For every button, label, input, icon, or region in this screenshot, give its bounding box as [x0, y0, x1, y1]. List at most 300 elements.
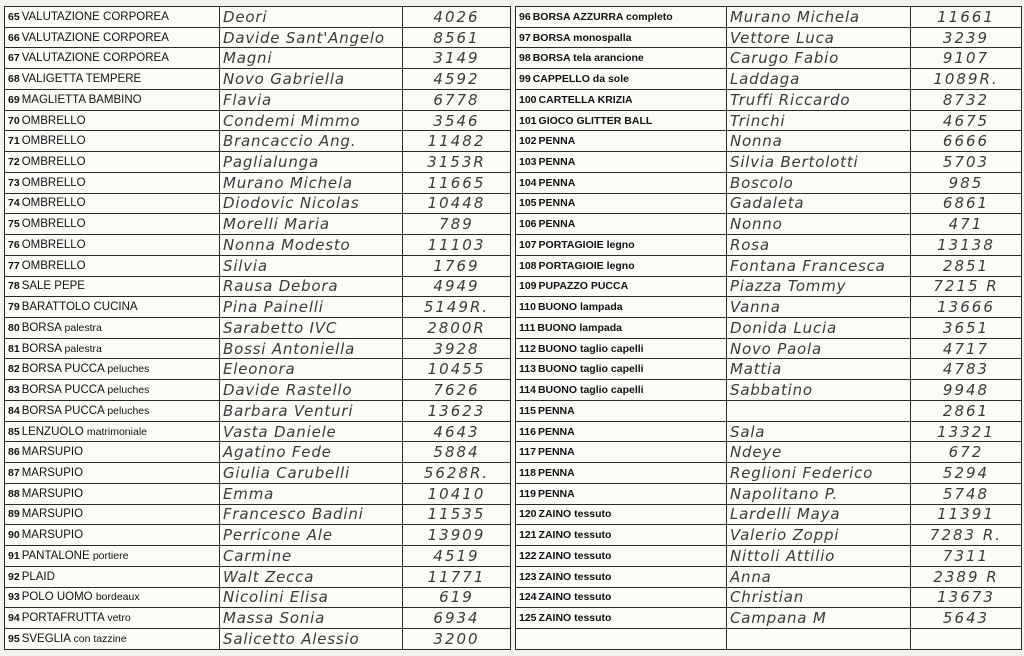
prize-item: PENNA	[538, 135, 576, 148]
prize-item: GIOCO GLITTER BALL	[538, 114, 653, 127]
prize-item: MAGLIETTA BAMBINO	[21, 93, 142, 106]
prize-item-cell	[516, 483, 727, 504]
winner-name: Campana M	[727, 608, 911, 629]
prize-item-cell	[5, 69, 220, 90]
prize-item-detail: tessuto	[574, 508, 612, 521]
ticket-number: 13666	[911, 297, 1022, 318]
ticket-number: 2861	[911, 400, 1022, 421]
prize-number: 121	[519, 529, 537, 542]
prize-item-detail: peluches	[107, 363, 150, 376]
winner-name: Walt Zecca	[220, 566, 403, 587]
table-row	[5, 297, 511, 318]
prize-number: 117	[519, 446, 536, 459]
winner-name: Salicetto Alessio	[220, 629, 403, 650]
prize-number: 67	[8, 52, 20, 65]
prize-item: BUONO	[537, 384, 578, 397]
ticket-number: 13909	[403, 525, 511, 546]
prize-number: 82	[8, 363, 20, 376]
winner-name: Lardelli Maya	[727, 504, 911, 525]
winner-name: Nonna Modesto	[220, 235, 403, 256]
ticket-number	[911, 629, 1022, 650]
prize-item: BUONO	[537, 301, 578, 314]
table-row	[516, 110, 1022, 131]
prize-item-cell	[516, 338, 727, 359]
prize-item-cell	[5, 463, 220, 484]
prize-number: 115	[519, 404, 536, 417]
winner-name: Nittoli Attilio	[727, 546, 911, 567]
prize-number: 80	[8, 321, 20, 334]
winner-name: Sarabetto IVC	[220, 318, 403, 339]
table-row	[516, 525, 1022, 546]
winner-name: Emma	[220, 483, 403, 504]
prize-item-detail: tessuto	[574, 612, 612, 625]
winner-name: Truffi Riccardo	[727, 89, 911, 110]
ticket-number: 10448	[403, 193, 511, 214]
prize-item-cell	[516, 110, 727, 131]
prize-item: PANTALONE	[21, 549, 90, 562]
ticket-number: 13623	[403, 400, 511, 421]
prize-item-cell	[5, 380, 220, 401]
winner-name: Silvia	[220, 255, 403, 276]
prize-item-detail: tessuto	[574, 570, 612, 583]
prize-item: MARSUPIO	[21, 487, 84, 500]
prize-item-cell	[5, 525, 220, 546]
ticket-number: 11391	[911, 504, 1022, 525]
prize-item-cell	[516, 69, 727, 90]
table-row	[516, 131, 1022, 152]
prize-number: 92	[8, 570, 20, 583]
table-row	[5, 110, 511, 131]
prize-item-cell	[5, 255, 220, 276]
prize-item: PENNA	[538, 218, 576, 231]
table-row	[516, 587, 1022, 608]
prize-item-cell	[516, 7, 727, 28]
prize-number: 104	[519, 176, 537, 189]
winner-name: Rosa	[727, 235, 911, 256]
winner-name: Magni	[220, 48, 403, 69]
table-row	[5, 48, 511, 69]
prize-item: PENNA	[537, 425, 575, 438]
winner-name: Eleonora	[220, 359, 403, 380]
prize-item-cell	[5, 214, 220, 235]
table-row	[516, 380, 1022, 401]
table-row	[516, 255, 1022, 276]
winner-name: Carmine	[220, 546, 403, 567]
winner-name: Agatino Fede	[220, 442, 403, 463]
ticket-number: 13321	[911, 421, 1022, 442]
prize-item: OMBRELLO	[21, 238, 86, 251]
table-row	[516, 235, 1022, 256]
prize-item-cell	[5, 359, 220, 380]
table-row	[516, 48, 1022, 69]
ticket-number: 9107	[911, 48, 1022, 69]
winner-name: Christian	[727, 587, 911, 608]
table-row	[516, 400, 1022, 421]
winner-name: Vasta Daniele	[220, 421, 403, 442]
prize-number: 71	[8, 135, 20, 148]
prize-item: PORTAGIOIE	[538, 259, 604, 272]
prize-item-cell	[516, 255, 727, 276]
prize-number: 86	[8, 446, 20, 459]
table-row	[5, 525, 511, 546]
prize-item: PENNA	[538, 176, 576, 189]
ticket-number: 3153R	[403, 152, 511, 173]
prize-item-detail: peluches	[107, 404, 150, 417]
table-row	[5, 338, 511, 359]
prize-item: MARSUPIO	[21, 508, 84, 521]
winner-name: Ndeye	[727, 442, 911, 463]
prize-item: PORTAGIOIE	[538, 238, 604, 251]
ticket-number: 13138	[911, 235, 1022, 256]
winner-name: Rausa Debora	[220, 276, 403, 297]
prize-number: 87	[8, 467, 20, 480]
winner-name: Laddaga	[727, 69, 911, 90]
winner-name: Morelli Maria	[220, 214, 403, 235]
table-row	[516, 276, 1022, 297]
winner-name: Vettore Luca	[727, 27, 911, 48]
winner-name: Donida Lucia	[727, 318, 911, 339]
prize-number: 123	[519, 570, 537, 583]
ticket-number: 4592	[403, 69, 511, 90]
ticket-number: 11665	[403, 172, 511, 193]
table-row	[516, 359, 1022, 380]
winner-name: Valerio Zoppi	[727, 525, 911, 546]
prize-item-detail: matrimoniale	[86, 425, 147, 438]
table-row	[5, 152, 511, 173]
ticket-number: 5643	[911, 608, 1022, 629]
prize-item: VALUTAZIONE CORPOREA	[21, 10, 169, 23]
prize-item: PLAID	[21, 570, 55, 583]
table-row	[5, 546, 511, 567]
table-row	[5, 255, 511, 276]
ticket-number: 1089R.	[911, 69, 1022, 90]
prize-item: OMBRELLO	[21, 114, 86, 127]
prize-item: BORSA PUCCA	[21, 384, 105, 397]
prize-item-cell	[516, 359, 727, 380]
prize-item: PENNA	[537, 467, 575, 480]
ticket-number: 3239	[911, 27, 1022, 48]
winner-name: Sabbatino	[727, 380, 911, 401]
prize-item: PENNA	[537, 446, 575, 459]
prize-item: OMBRELLO	[21, 135, 86, 148]
prize-item: CAPPELLO	[532, 73, 590, 86]
prize-item-cell	[516, 235, 727, 256]
table-row	[516, 546, 1022, 567]
prize-number: 83	[8, 384, 20, 397]
winner-name: Mattia	[727, 359, 911, 380]
ticket-number: 3546	[403, 110, 511, 131]
prize-item: OMBRELLO	[21, 176, 86, 189]
prize-number: 122	[519, 549, 537, 562]
prize-item: PENNA	[537, 487, 575, 500]
table-row	[5, 89, 511, 110]
ticket-number: 5703	[911, 152, 1022, 173]
prize-item-detail: tessuto	[574, 549, 612, 562]
table-row	[5, 27, 511, 48]
prize-item: PENNA	[538, 156, 576, 168]
prize-item-cell	[5, 48, 220, 69]
prize-number: 68	[8, 73, 20, 86]
winner-name: Napolitano P.	[727, 483, 911, 504]
winner-name	[727, 629, 911, 650]
table-row	[516, 7, 1022, 28]
table-row	[5, 359, 511, 380]
table-row	[516, 504, 1022, 525]
table-row	[5, 69, 511, 90]
prize-item-cell	[5, 546, 220, 567]
prize-number: 106	[519, 218, 537, 231]
prize-item-cell	[5, 400, 220, 421]
prize-number: 85	[8, 425, 20, 438]
prize-number: 100	[519, 93, 537, 106]
table-row	[516, 629, 1022, 650]
ticket-number: 7626	[403, 380, 511, 401]
prize-number: 124	[519, 591, 537, 604]
prize-item: ZAINO	[538, 570, 572, 583]
prize-item-cell	[5, 608, 220, 629]
prize-item-detail: da sole	[592, 73, 629, 86]
prize-item: PENNA	[537, 404, 575, 417]
table-row	[5, 629, 511, 650]
prize-number: 111	[519, 321, 536, 334]
ticket-number: 619	[403, 587, 511, 608]
prize-number: 88	[8, 487, 20, 500]
prize-item-cell	[5, 442, 220, 463]
ticket-number: 5884	[403, 442, 511, 463]
prize-item: BORSA	[21, 321, 62, 334]
ticket-number: 789	[403, 214, 511, 235]
prize-number: 73	[8, 176, 20, 189]
winner-name: Trinchi	[727, 110, 911, 131]
prize-number: 78	[8, 280, 20, 293]
ticket-number: 11535	[403, 504, 511, 525]
ticket-number: 6861	[911, 193, 1022, 214]
prize-number: 70	[8, 114, 20, 127]
right-prize-table	[515, 6, 1022, 650]
table-row	[5, 276, 511, 297]
left-prize-table	[4, 6, 511, 650]
prize-item-cell	[5, 193, 220, 214]
prize-list-sheet	[4, 6, 1020, 650]
prize-item: VALUTAZIONE CORPOREA	[21, 52, 169, 65]
table-row	[516, 172, 1022, 193]
prize-item: BORSA	[532, 31, 571, 44]
table-row	[516, 483, 1022, 504]
prize-number: 110	[519, 301, 536, 314]
prize-item-cell	[516, 566, 727, 587]
winner-name: Barbara Venturi	[220, 400, 403, 421]
prize-number: 81	[8, 342, 20, 355]
winner-name: Condemi Mimmo	[220, 110, 403, 131]
prize-item-cell	[516, 89, 727, 110]
ticket-number: 7283 R.	[911, 525, 1022, 546]
table-row	[516, 193, 1022, 214]
table-row	[516, 297, 1022, 318]
ticket-number: 4675	[911, 110, 1022, 131]
prize-item-detail: legno	[606, 238, 635, 251]
ticket-number: 11482	[403, 131, 511, 152]
prize-item-cell	[5, 421, 220, 442]
winner-name: Novo Gabriella	[220, 69, 403, 90]
ticket-number: 13673	[911, 587, 1022, 608]
winner-name: Davide Rastello	[220, 380, 403, 401]
prize-item: BORSA AZZURRA	[532, 10, 624, 23]
prize-item-detail: con tazzine	[73, 633, 127, 646]
prize-number: 125	[519, 612, 537, 625]
table-row	[5, 566, 511, 587]
prize-item-cell	[516, 214, 727, 235]
prize-item: BUONO	[537, 342, 578, 355]
prize-item-cell	[516, 587, 727, 608]
ticket-number: 4643	[403, 421, 511, 442]
winner-name: Murano Michela	[727, 7, 911, 28]
winner-name: Paglialunga	[220, 152, 403, 173]
prize-item: MARSUPIO	[21, 446, 84, 459]
table-row	[5, 587, 511, 608]
prize-number: 98	[519, 52, 531, 65]
prize-item: MARSUPIO	[21, 467, 84, 480]
ticket-number: 7215 R	[911, 276, 1022, 297]
prize-item-cell	[5, 483, 220, 504]
ticket-number: 4717	[911, 338, 1022, 359]
prize-number: 66	[8, 31, 20, 44]
winner-name: Diodovic Nicolas	[220, 193, 403, 214]
prize-item-detail: tela arancione	[573, 52, 644, 65]
prize-number: 76	[8, 238, 20, 251]
ticket-number: 11771	[403, 566, 511, 587]
prize-number: 113	[519, 363, 536, 376]
ticket-number: 4949	[403, 276, 511, 297]
prize-item: PENNA	[538, 197, 576, 210]
winner-name: Davide Sant'Angelo	[220, 27, 403, 48]
prize-item: PORTAFRUTTA	[21, 612, 105, 625]
table-row	[5, 421, 511, 442]
ticket-number: 4519	[403, 546, 511, 567]
ticket-number: 3651	[911, 318, 1022, 339]
prize-number: 99	[519, 73, 531, 86]
ticket-number: 3149	[403, 48, 511, 69]
table-row	[5, 235, 511, 256]
ticket-number: 5149R.	[403, 297, 511, 318]
prize-item: ZAINO	[538, 549, 572, 562]
table-row	[5, 504, 511, 525]
ticket-number: 2851	[911, 255, 1022, 276]
prize-item-cell	[516, 276, 727, 297]
winner-name: Fontana Francesca	[727, 255, 911, 276]
winner-name: Massa Sonia	[220, 608, 403, 629]
winner-name: Vanna	[727, 297, 911, 318]
prize-item: ZAINO	[538, 529, 572, 542]
prize-item-cell	[516, 400, 727, 421]
table-row	[516, 27, 1022, 48]
prize-item-cell	[516, 525, 727, 546]
prize-item-detail: vetro	[107, 612, 131, 625]
ticket-number: 5294	[911, 463, 1022, 484]
table-row	[516, 421, 1022, 442]
prize-item-detail: taglio capelli	[579, 384, 644, 397]
ticket-number: 3200	[403, 629, 511, 650]
prize-item: CARTELLA KRIZIA	[538, 93, 633, 106]
table-row	[5, 318, 511, 339]
ticket-number: 10410	[403, 483, 511, 504]
winner-name: Gadaleta	[727, 193, 911, 214]
prize-item-cell	[516, 546, 727, 567]
winner-name: Reglioni Federico	[727, 463, 911, 484]
prize-item-cell	[5, 297, 220, 318]
prize-number: 79	[8, 301, 20, 314]
prize-item-cell	[516, 48, 727, 69]
winner-name: Nonno	[727, 214, 911, 235]
prize-number: 112	[519, 342, 536, 355]
prize-number: 74	[8, 197, 20, 210]
winner-name: Bossi Antoniella	[220, 338, 403, 359]
prize-item-cell	[5, 338, 220, 359]
prize-item: PUPAZZO PUCCA	[538, 280, 629, 293]
prize-number: 65	[8, 10, 20, 23]
prize-item-detail: lampada	[579, 301, 623, 314]
winner-name: Novo Paola	[727, 338, 911, 359]
prize-item: OMBRELLO	[21, 156, 86, 168]
prize-item-cell	[5, 318, 220, 339]
prize-item: VALUTAZIONE CORPOREA	[21, 31, 169, 44]
ticket-number: 985	[911, 172, 1022, 193]
prize-item-detail: tessuto	[574, 591, 612, 604]
table-row	[516, 69, 1022, 90]
table-row	[5, 380, 511, 401]
winner-name: Giulia Carubelli	[220, 463, 403, 484]
table-row	[516, 318, 1022, 339]
prize-item: BUONO	[537, 363, 578, 376]
prize-item-cell	[5, 276, 220, 297]
table-row	[5, 483, 511, 504]
prize-item-cell	[5, 7, 220, 28]
prize-item-cell	[5, 172, 220, 193]
prize-item-detail: lampada	[579, 321, 622, 334]
ticket-number: 5628R.	[403, 463, 511, 484]
prize-number: 96	[519, 10, 531, 23]
winner-name: Nicolini Elisa	[220, 587, 403, 608]
winner-name	[727, 400, 911, 421]
prize-item-detail: portiere	[92, 549, 129, 562]
prize-item: MARSUPIO	[21, 529, 84, 542]
table-row	[5, 193, 511, 214]
winner-name: Deori	[220, 7, 403, 28]
ticket-number: 4783	[911, 359, 1022, 380]
prize-number: 118	[519, 467, 536, 480]
prize-item: ZAINO	[538, 612, 572, 625]
table-row	[5, 608, 511, 629]
winner-name: Anna	[727, 566, 911, 587]
prize-item-cell	[516, 193, 727, 214]
prize-item-detail: completo	[626, 10, 673, 23]
prize-number: 105	[519, 197, 537, 210]
prize-item: OMBRELLO	[21, 218, 86, 231]
table-row	[5, 400, 511, 421]
prize-number: 75	[8, 218, 20, 231]
prize-item: SVEGLIA	[21, 633, 71, 646]
prize-number: 107	[519, 238, 537, 251]
prize-item-cell	[5, 110, 220, 131]
prize-item: BARATTOLO CUCINA	[21, 301, 138, 314]
prize-item-cell	[5, 504, 220, 525]
winner-name: Brancaccio Ang.	[220, 131, 403, 152]
ticket-number: 6666	[911, 131, 1022, 152]
winner-name: Carugo Fabio	[727, 48, 911, 69]
ticket-number: 9948	[911, 380, 1022, 401]
ticket-number: 3928	[403, 338, 511, 359]
prize-item-detail: taglio capelli	[579, 342, 644, 355]
prize-item-cell	[516, 318, 727, 339]
